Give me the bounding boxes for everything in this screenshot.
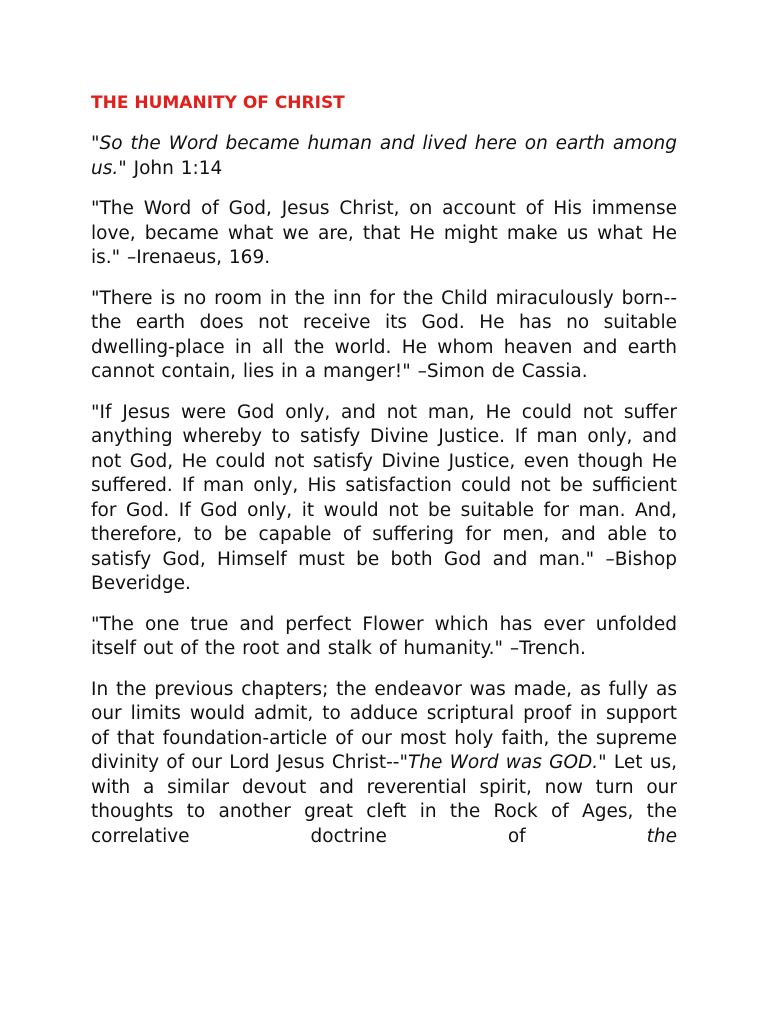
paragraph-simon-de-cassia-quote: "There is no room in the inn for the Child miraculously born--the earth does not receive its God. He has no suitable dwelling-place in all the world. He whom heaven and earth cannot contain, lies in a manger!" –Simon de Cassia. <box>91 287 677 382</box>
document-title: THE HUMANITY OF CHRIST <box>91 93 345 113</box>
paragraph-trench-quote: "The one true and perfect Flower which has ever unfolded itself out of the root and stalk of humanity." –Trench. <box>91 613 677 659</box>
scripture-reference: John 1:14 <box>126 157 223 179</box>
paragraph-body-text <box>91 678 677 850</box>
paragraph-irenaeus-quote: "The Word of God, Jesus Christ, on account of His immense love, became what we are, that He might make us what He is." –Irenaeus, 169. <box>91 198 677 268</box>
document-page <box>91 88 677 865</box>
paragraph-beveridge-quote: "If Jesus were God only, and not man, He could not suffer anything whereby to satisfy Divine Justice. If man only, and not God, He could not satisfy Divine Justice, even though He suffered. If man only, His satisfaction could not be sufficient for God. If God only, it would not be suitable for man. And, therefore, to be capable of suffering for men, and able to satisfy God, Himself must be both God and man." –Bishop Beveridge. <box>91 401 677 594</box>
body-text-italic-1: "The Word was GOD." <box>399 752 607 773</box>
paragraph-john-quote <box>91 132 677 181</box>
body-text-italic-2: the <box>646 825 677 847</box>
body-text-part-1: In the previous chapters; the endeavor was made, as fully as our limits would admit, to adduce scriptural proof in support of that foundation-article of our most holy faith, the supreme divinity of our Lord Jesus Christ-- <box>91 678 677 773</box>
body-text-part-2: Let us, with a similar devout and reverential spirit, now turn our thoughts to another great cleft in the Rock of Ages, the correlative doctrine of <box>91 752 677 847</box>
scripture-quote: "So the Word became human and lived here on earth among us." <box>91 133 677 179</box>
